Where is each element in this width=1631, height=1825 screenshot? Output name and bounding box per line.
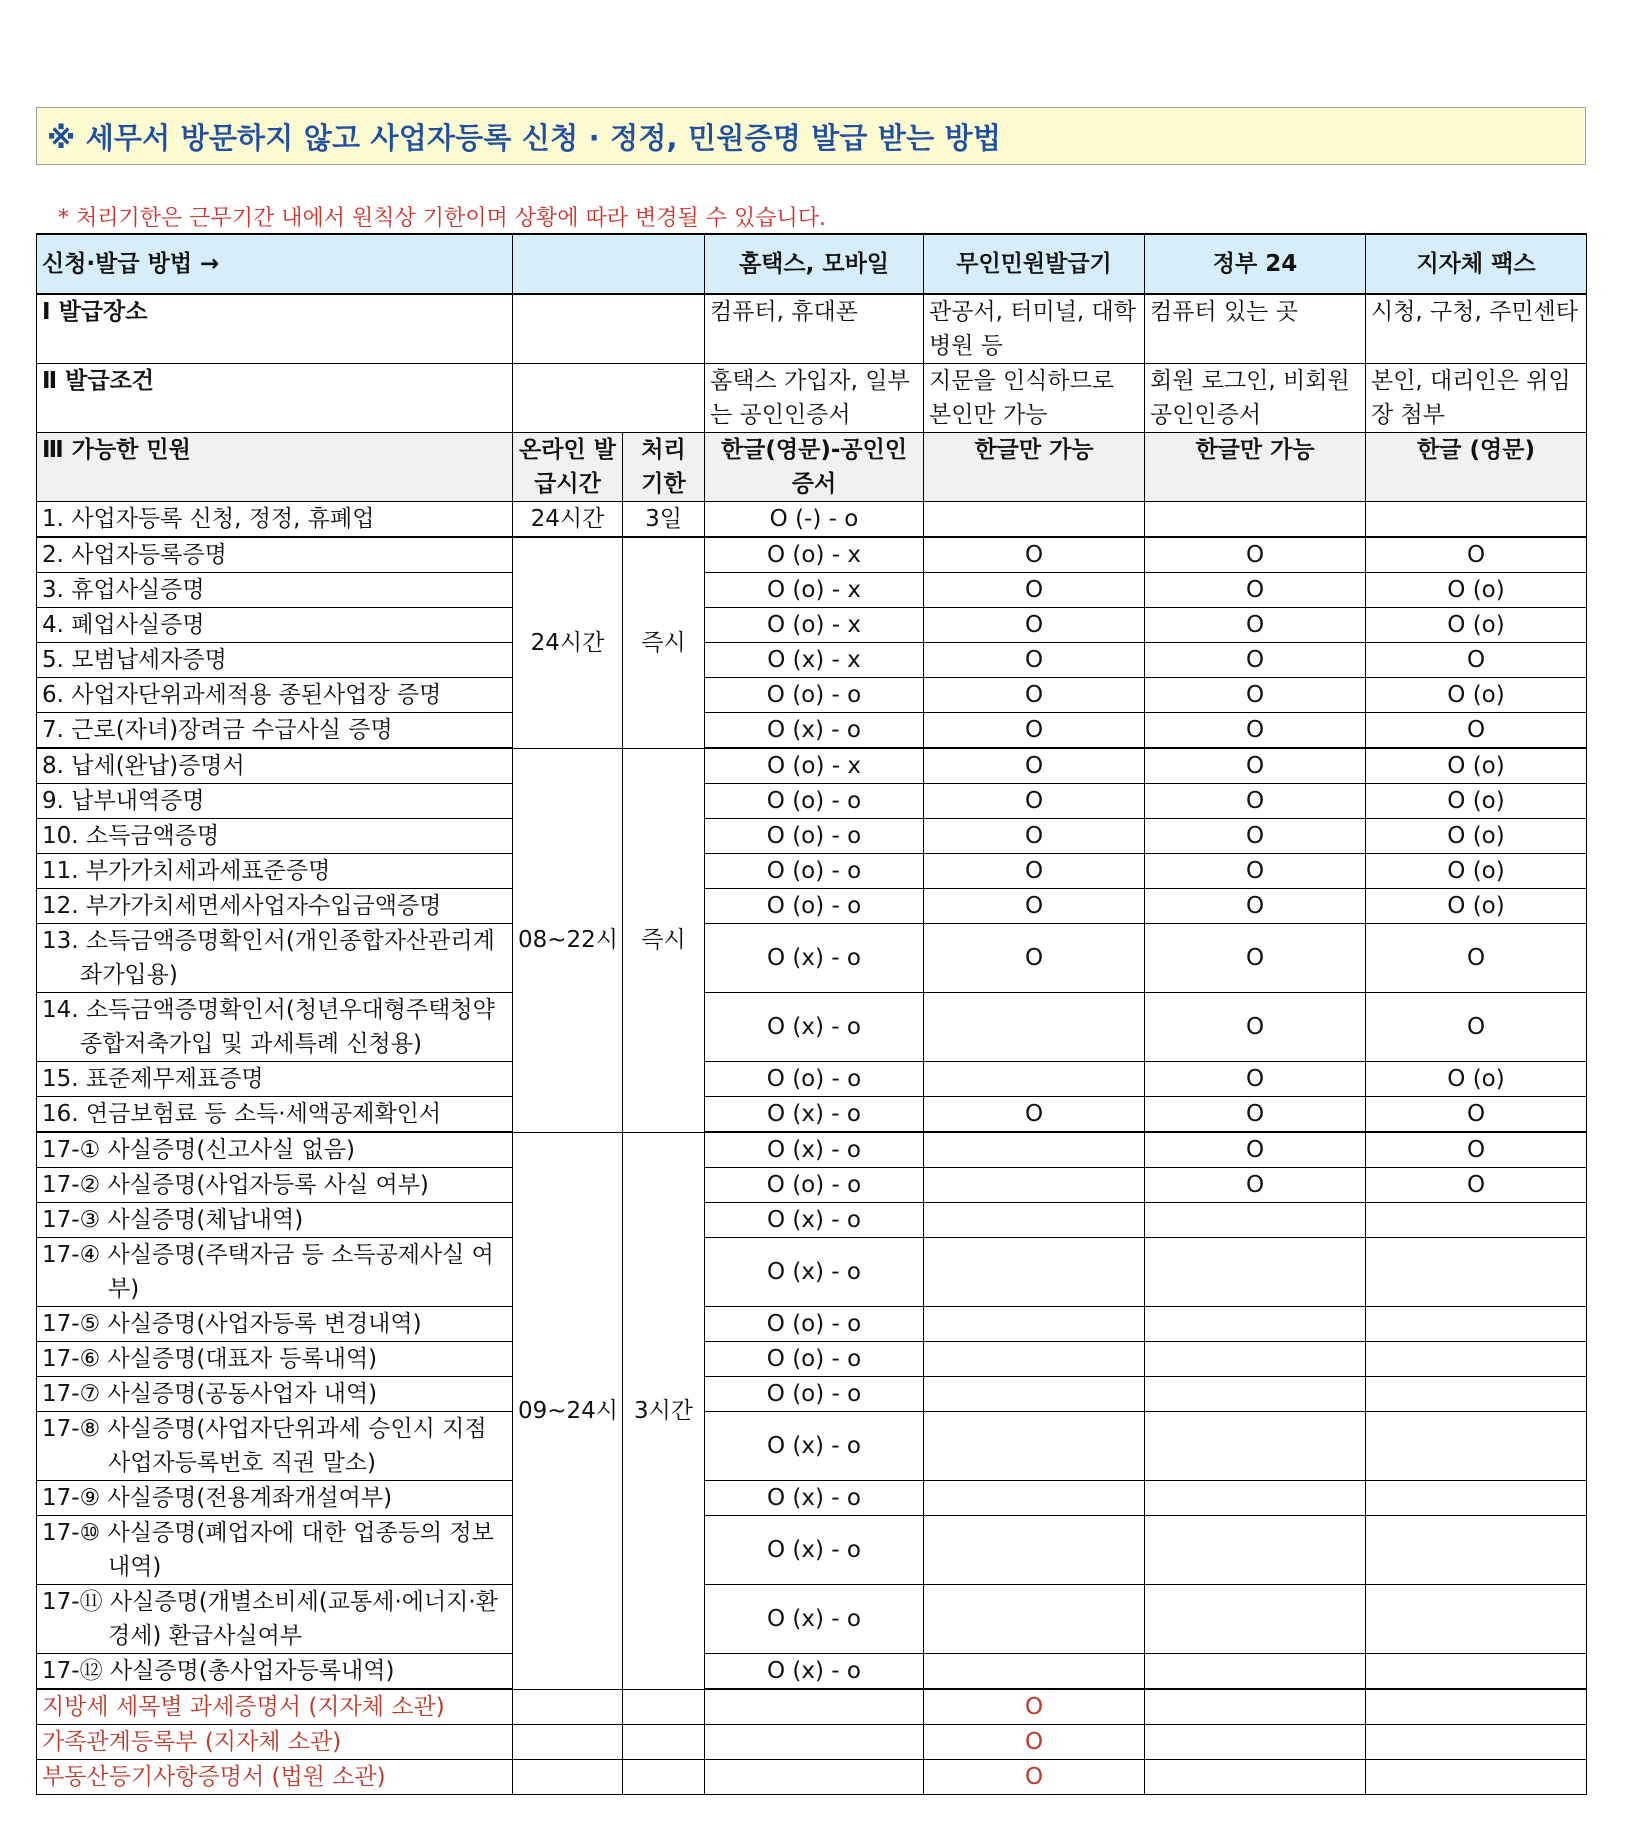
availability-cell (1366, 1585, 1587, 1654)
availability-cell: O (o) - o (705, 678, 924, 713)
availability-cell (924, 1654, 1145, 1690)
availability-cell: O (1145, 819, 1366, 854)
table-row (37, 1412, 1587, 1481)
table-header-row (37, 234, 1587, 294)
availability-cell: O (924, 573, 1145, 608)
availability-cell: O (924, 537, 1145, 573)
availability-cell (1145, 1654, 1366, 1690)
condition-label: Ⅱ 발급조건 (37, 364, 513, 433)
table-row (37, 1654, 1587, 1690)
header-blank (513, 234, 705, 294)
availability-cell: O (1366, 713, 1587, 749)
online-time-header: 온라인 발급시간 (513, 433, 623, 502)
table-row (37, 854, 1587, 889)
availability-cell: O (1145, 1132, 1366, 1168)
online-time-cell: 24시간 (513, 537, 623, 748)
availability-cell: O (924, 678, 1145, 713)
availability-cell: O (1145, 713, 1366, 749)
availability-cell (1145, 1516, 1366, 1585)
availability-cell (1366, 502, 1587, 538)
availability-cell: O (x) - o (705, 1516, 924, 1585)
availability-cell: O (1145, 854, 1366, 889)
availability-cell: O (o) (1366, 573, 1587, 608)
availability-cell (1366, 1342, 1587, 1377)
civil-item-name: 6. 사업자단위과세적용 종된사업장 증명 (37, 678, 513, 713)
limit-cell: 즉시 (623, 537, 705, 748)
civil-item-name (37, 924, 513, 993)
local-cert-name: 가족관계등록부 (지자체 소관) (37, 1725, 513, 1760)
civil-item-text: 13. 소득금액증명확인서(개인종합자산관리계좌가입용) (42, 928, 495, 988)
availability-cell (1145, 1307, 1366, 1342)
availability-cell: O (1145, 537, 1366, 573)
available-label: Ⅲ 가능한 민원 (37, 433, 513, 502)
civil-item-name (37, 1516, 513, 1585)
availability-cell: O (o) - o (705, 784, 924, 819)
availability-cell (1145, 502, 1366, 538)
availability-cell: O (924, 924, 1145, 993)
availability-cell: O (1145, 993, 1366, 1062)
availability-cell: O (1145, 608, 1366, 643)
availability-cell (924, 993, 1145, 1062)
availability-cell (1366, 1203, 1587, 1238)
availability-cell: O (o) (1366, 608, 1587, 643)
place-value: 컴퓨터 있는 곳 (1145, 294, 1366, 364)
condition-value: 지문을 인식하므로 본인만 가능 (924, 364, 1145, 433)
civil-item-name: 10. 소득금액증명 (37, 819, 513, 854)
civil-item-name: 5. 모범납세자증명 (37, 643, 513, 678)
limit-cell: 즉시 (623, 748, 705, 1132)
kiosk-availability-cell: O (924, 1725, 1145, 1760)
table-row (37, 1203, 1587, 1238)
civil-item-name (37, 1412, 513, 1481)
table-row (37, 1585, 1587, 1654)
availability-cell: O (o) - o (705, 1062, 924, 1097)
availability-cell: O (o) - o (705, 819, 924, 854)
availability-cell: O (x) - o (705, 1481, 924, 1516)
place-row (37, 294, 1587, 364)
civil-item-name: 17-⑤ 사실증명(사업자등록 변경내역) (37, 1307, 513, 1342)
availability-cell (924, 1377, 1145, 1412)
availability-cell: O (1145, 573, 1366, 608)
table-row (37, 1238, 1587, 1307)
table-row (37, 608, 1587, 643)
availability-cell (1366, 1481, 1587, 1516)
avail-value: 한글(영문)-공인인증서 (705, 433, 924, 502)
availability-cell (924, 1132, 1145, 1168)
civil-item-name (37, 1238, 513, 1307)
availability-cell: O (o) (1366, 1062, 1587, 1097)
civil-item-text: 17-⑩ 사실증명(폐업자에 대한 업종등의 정보내역) (42, 1520, 494, 1580)
civil-item-name: 17-⑦ 사실증명(공동사업자 내역) (37, 1377, 513, 1412)
kiosk-availability-cell: O (924, 1760, 1145, 1795)
civil-item-name: 8. 납세(완납)증명서 (37, 748, 513, 784)
condition-value: 본인, 대리인은 위임장 첨부 (1366, 364, 1587, 433)
availability-cell: O (924, 608, 1145, 643)
availability-cell: O (o) - x (705, 537, 924, 573)
local-cert-name: 부동산등기사항증명서 (법원 소관) (37, 1760, 513, 1795)
table-row (37, 537, 1587, 573)
table-row (37, 924, 1587, 993)
avail-value: 한글만 가능 (1145, 433, 1366, 502)
availability-cell: O (1366, 1097, 1587, 1133)
availability-cell: O (x) - o (705, 1203, 924, 1238)
table-row (37, 819, 1587, 854)
online-time-cell: 24시간 (513, 502, 623, 538)
civil-item-text: 17-⑪ 사실증명(개별소비세(교통세·에너지·환경세) 환급사실여부 (42, 1589, 498, 1649)
civil-item-name: 17-② 사실증명(사업자등록 사실 여부) (37, 1168, 513, 1203)
availability-cell: O (924, 889, 1145, 924)
availability-cell: O (924, 643, 1145, 678)
civil-item-name: 11. 부가가치세과세표준증명 (37, 854, 513, 889)
civil-item-name: 17-⑥ 사실증명(대표자 등록내역) (37, 1342, 513, 1377)
availability-cell: O (x) - o (705, 1238, 924, 1307)
availability-cell: O (o) - o (705, 1168, 924, 1203)
availability-cell: O (1145, 924, 1366, 993)
civil-item-name: 12. 부가가치세면세사업자수입금액증명 (37, 889, 513, 924)
processing-note: * 처리기한은 근무기간 내에서 원칙상 기한이며 상황에 따라 변경될 수 있습니다. (58, 206, 826, 231)
table-row (37, 713, 1587, 749)
civil-item-name: 15. 표준제무제표증명 (37, 1062, 513, 1097)
availability-cell (1366, 1412, 1587, 1481)
availability-cell: O (o) - o (705, 889, 924, 924)
kiosk-availability-cell: O (924, 1689, 1145, 1725)
availability-cell: O (o) (1366, 784, 1587, 819)
col-kiosk: 무인민원발급기 (924, 234, 1145, 294)
civil-item-name: 4. 폐업사실증명 (37, 608, 513, 643)
civil-item-text: 14. 소득금액증명확인서(청년우대형주택청약종합저축가입 및 과세특례 신청용) (42, 997, 495, 1057)
title-banner (36, 107, 1586, 165)
table-row (37, 1307, 1587, 1342)
col-gov24: 정부 24 (1145, 234, 1366, 294)
availability-cell: O (1145, 748, 1366, 784)
avail-value: 한글만 가능 (924, 433, 1145, 502)
availability-cell (924, 502, 1145, 538)
civil-item-name: 7. 근로(자녀)장려금 수급사실 증명 (37, 713, 513, 749)
table-row (37, 1097, 1587, 1133)
availability-cell: O (o) (1366, 748, 1587, 784)
availability-cell: O (o) - x (705, 573, 924, 608)
availability-cell (1145, 1585, 1366, 1654)
availability-cell: O (x) - o (705, 993, 924, 1062)
availability-cell: O (924, 854, 1145, 889)
availability-cell: O (x) - o (705, 924, 924, 993)
availability-cell: O (o) (1366, 854, 1587, 889)
table-row (37, 889, 1587, 924)
page-title: ※ 세무서 방문하지 않고 사업자등록 신청 · 정정, 민원증명 발급 받는 방법 (47, 120, 1002, 155)
civil-item-name: 2. 사업자등록증명 (37, 537, 513, 573)
availability-cell: O (x) - o (705, 1654, 924, 1690)
table-row (37, 502, 1587, 538)
table-row (37, 1132, 1587, 1168)
availability-cell (924, 1062, 1145, 1097)
col-hometax: 홈택스, 모바일 (705, 234, 924, 294)
availability-cell (924, 1516, 1145, 1585)
table-row (37, 1516, 1587, 1585)
table-row (37, 748, 1587, 784)
condition-value: 홈택스 가입자, 일부는 공인인증서 (705, 364, 924, 433)
availability-cell: O (x) - o (705, 1132, 924, 1168)
availability-cell: O (o) (1366, 889, 1587, 924)
availability-cell: O (1145, 1097, 1366, 1133)
availability-cell (924, 1412, 1145, 1481)
table-row (37, 678, 1587, 713)
table-row (37, 1342, 1587, 1377)
availability-cell (1145, 1203, 1366, 1238)
availability-cell: O (924, 784, 1145, 819)
availability-cell: O (-) - o (705, 502, 924, 538)
availability-cell: O (o) (1366, 678, 1587, 713)
method-header: 신청·발급 방법 → (37, 234, 513, 294)
availability-cell: O (o) - o (705, 1342, 924, 1377)
online-time-cell: 08~22시 (513, 748, 623, 1132)
availability-cell (1366, 1238, 1587, 1307)
availability-cell (924, 1203, 1145, 1238)
table-row (37, 1377, 1587, 1412)
place-value: 컴퓨터, 휴대폰 (705, 294, 924, 364)
availability-cell: O (1145, 643, 1366, 678)
availability-cell (924, 1168, 1145, 1203)
limit-header: 처리 기한 (623, 433, 705, 502)
availability-cell: O (o) - o (705, 854, 924, 889)
availability-cell: O (924, 748, 1145, 784)
civil-item-text: 17-④ 사실증명(주택자금 등 소득공제사실 여부) (42, 1242, 494, 1302)
availability-cell (1145, 1481, 1366, 1516)
civil-item-name: 1. 사업자등록 신청, 정정, 휴폐업 (37, 502, 513, 538)
availability-cell: O (1145, 1062, 1366, 1097)
table-row (37, 1481, 1587, 1516)
availability-cell: O (1145, 784, 1366, 819)
civil-item-text: 17-⑧ 사실증명(사업자단위과세 승인시 지점사업자등록번호 직권 말소) (42, 1416, 487, 1476)
civil-item-name: 3. 휴업사실증명 (37, 573, 513, 608)
availability-cell: O (1366, 924, 1587, 993)
table-row (37, 1168, 1587, 1203)
availability-cell (1366, 1654, 1587, 1690)
availability-cell (1145, 1342, 1366, 1377)
availability-cell (924, 1481, 1145, 1516)
availability-cell (924, 1585, 1145, 1654)
availability-cell: O (1366, 1132, 1587, 1168)
availability-cell: O (o) - x (705, 608, 924, 643)
local-cert-name: 지방세 세목별 과세증명서 (지자체 소관) (37, 1689, 513, 1725)
availability-cell (924, 1342, 1145, 1377)
availability-cell: O (o) - o (705, 1377, 924, 1412)
avail-value: 한글 (영문) (1366, 433, 1587, 502)
civil-item-name: 17-③ 사실증명(체납내역) (37, 1203, 513, 1238)
availability-cell: O (924, 819, 1145, 854)
availability-cell: O (x) - o (705, 1585, 924, 1654)
availability-cell (1366, 1377, 1587, 1412)
civil-item-name: 17-① 사실증명(신고사실 없음) (37, 1132, 513, 1168)
local-cert-row (37, 1725, 1587, 1760)
availability-cell: O (x) - o (705, 1412, 924, 1481)
place-value: 관공서, 터미널, 대학병원 등 (924, 294, 1145, 364)
table-row (37, 1062, 1587, 1097)
availability-cell: O (o) (1366, 819, 1587, 854)
availability-cell: O (1145, 889, 1366, 924)
availability-cell (1366, 1516, 1587, 1585)
availability-cell: O (1366, 537, 1587, 573)
availability-cell: O (o) - x (705, 748, 924, 784)
civil-service-table (36, 233, 1587, 1795)
local-cert-row (37, 1689, 1587, 1725)
availability-cell: O (1366, 643, 1587, 678)
availability-cell (1366, 1307, 1587, 1342)
civil-item-name: 17-⑫ 사실증명(총사업자등록내역) (37, 1654, 513, 1690)
availability-cell: O (o) - o (705, 1307, 924, 1342)
table-row (37, 573, 1587, 608)
availability-cell: O (924, 713, 1145, 749)
availability-cell (924, 1307, 1145, 1342)
availability-cell (1145, 1412, 1366, 1481)
availability-cell (1145, 1238, 1366, 1307)
availability-cell: O (1366, 993, 1587, 1062)
availability-cell: O (924, 1097, 1145, 1133)
condition-row (37, 364, 1587, 433)
availability-cell: O (1145, 1168, 1366, 1203)
table-row (37, 993, 1587, 1062)
table-row (37, 643, 1587, 678)
online-time-cell: 09~24시 (513, 1132, 623, 1689)
availability-cell: O (1366, 1168, 1587, 1203)
availability-cell: O (1145, 678, 1366, 713)
limit-cell: 3시간 (623, 1132, 705, 1689)
civil-item-name (37, 1585, 513, 1654)
condition-value: 회원 로그인, 비회원 공인인증서 (1145, 364, 1366, 433)
civil-item-name (37, 993, 513, 1062)
place-label: Ⅰ 발급장소 (37, 294, 513, 364)
table-row (37, 784, 1587, 819)
availability-cell: O (x) - o (705, 1097, 924, 1133)
availability-cell: O (x) - x (705, 643, 924, 678)
civil-item-name: 17-⑨ 사실증명(전용계좌개설여부) (37, 1481, 513, 1516)
limit-cell: 3일 (623, 502, 705, 538)
civil-item-name: 9. 납부내역증명 (37, 784, 513, 819)
civil-item-name: 16. 연금보험료 등 소득·세액공제확인서 (37, 1097, 513, 1133)
availability-cell: O (x) - o (705, 713, 924, 749)
local-cert-row (37, 1760, 1587, 1795)
available-row (37, 433, 1587, 502)
place-value: 시청, 구청, 주민센타 (1366, 294, 1587, 364)
availability-cell (924, 1238, 1145, 1307)
col-fax: 지자체 팩스 (1366, 234, 1587, 294)
availability-cell (1145, 1377, 1366, 1412)
